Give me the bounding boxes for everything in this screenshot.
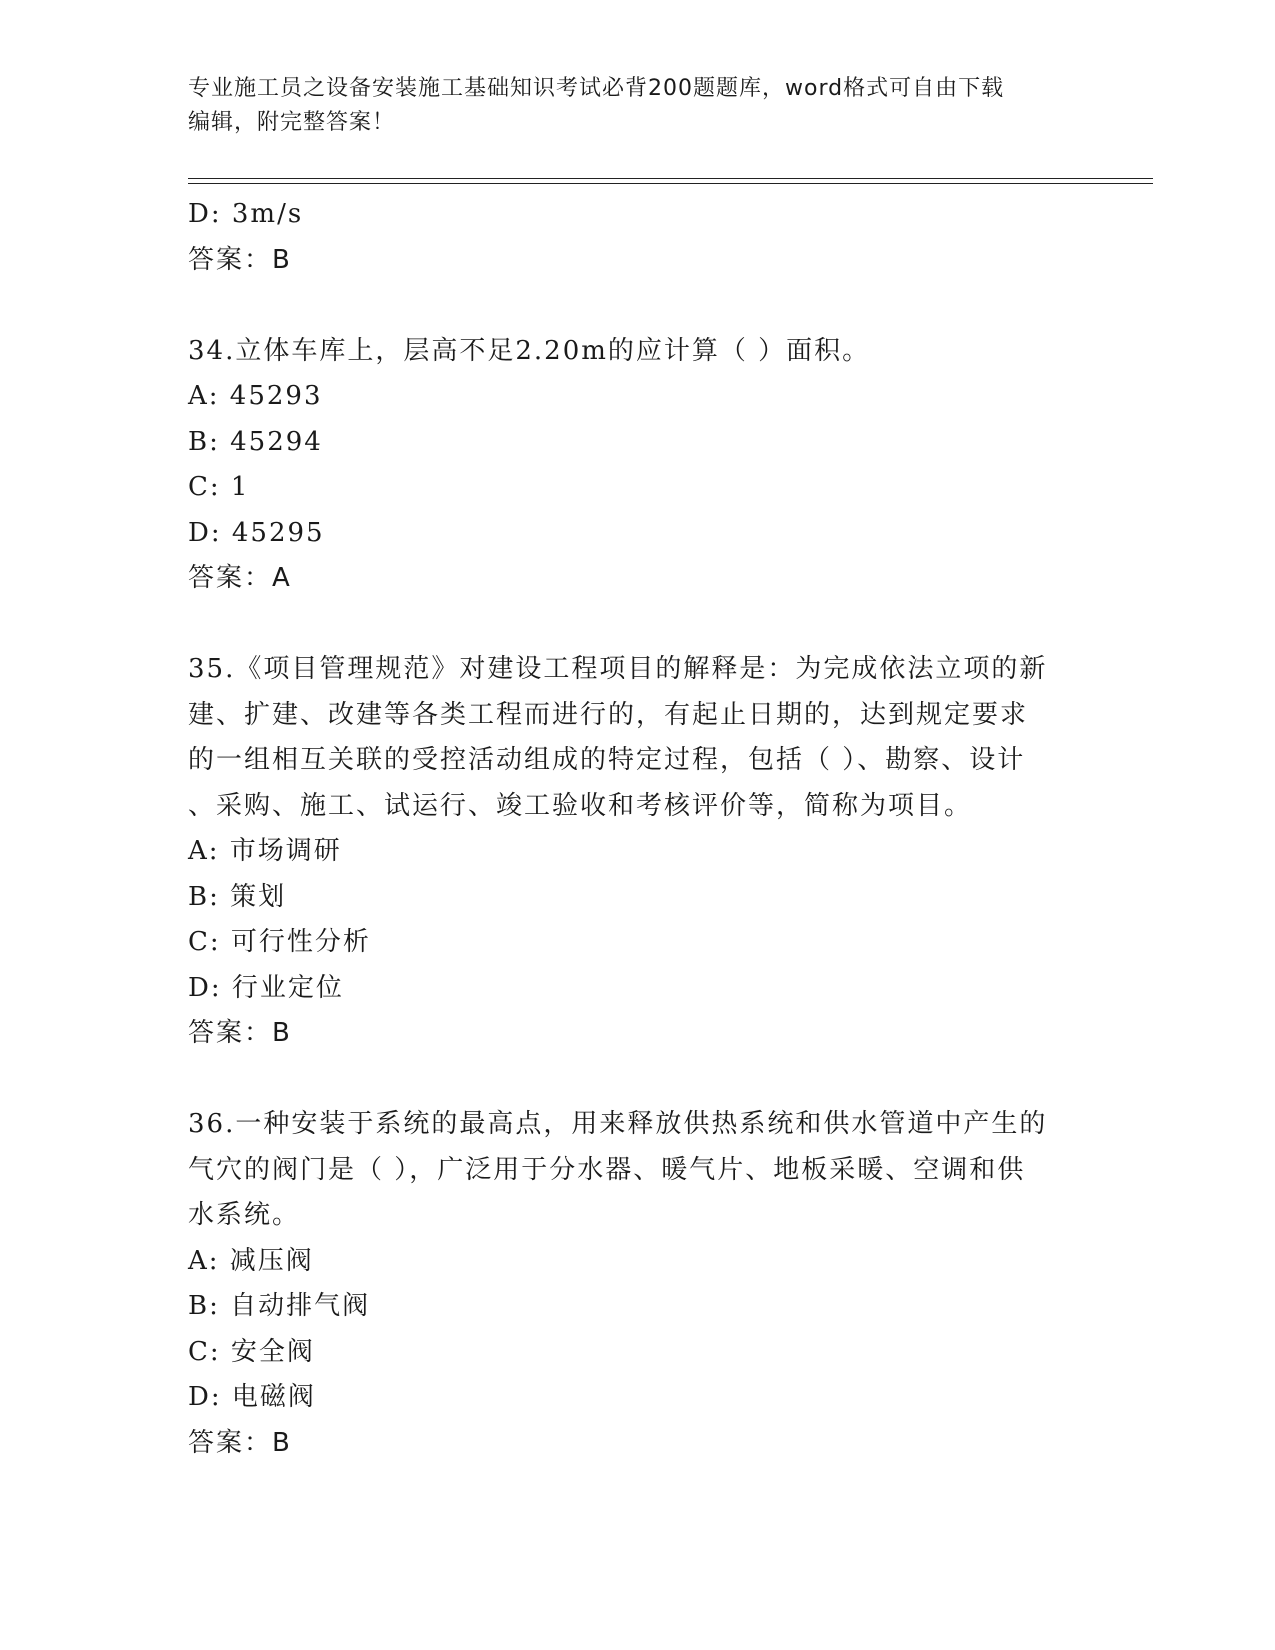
- option-b: B: 自动排气阀: [188, 1291, 371, 1321]
- document-header: [188, 72, 1088, 140]
- spacer: [188, 283, 1088, 329]
- option-c: C: 可行性分析: [188, 927, 371, 957]
- option-d: D: 45295: [188, 517, 325, 548]
- question-35: [188, 647, 1088, 1057]
- spacer: [188, 1057, 1088, 1103]
- header-divider-bottom: [188, 183, 1153, 184]
- option-d: D: 行业定位: [188, 972, 344, 1003]
- option-b: B: 策划: [188, 881, 287, 912]
- question-stem-line: 35.《项目管理规范》对建设工程项目的解释是：为完成依法立项的新: [188, 654, 1048, 684]
- question-stem-line: 的一组相互关联的受控活动组成的特定过程，包括（ ）、勘察、设计: [188, 745, 1026, 775]
- question-stem-line: 建、扩建、改建等各类工程而进行的，有起止日期的，达到规定要求: [188, 699, 1029, 730]
- answer-line: 答案：B: [188, 1018, 292, 1048]
- header-title-line-2: 编辑，附完整答案！: [188, 110, 396, 135]
- option-a: A: 减压阀: [188, 1245, 314, 1276]
- option-d: D: 3m/s: [188, 199, 304, 229]
- option-a: A: 市场调研: [188, 836, 342, 866]
- option-c: C: 安全阀: [188, 1336, 315, 1367]
- option-c: C: 1: [188, 472, 250, 502]
- question-stem-line: 气穴的阀门是（ ），广泛用于分水器、暖气片、地板采暖、空调和供: [188, 1154, 1026, 1185]
- header-divider-top: [188, 178, 1153, 179]
- header-title-line-1: 专业施工员之设备安装施工基础知识考试必背200题题库，word格式可自由下载: [188, 76, 1005, 101]
- spacer: [188, 602, 1088, 648]
- answer-line: 答案：B: [188, 244, 292, 275]
- option-d: D: 电磁阀: [188, 1382, 316, 1412]
- option-b: B: 45294: [188, 426, 323, 457]
- answer-line: 答案：B: [188, 1427, 292, 1458]
- answer-line: 答案：A: [188, 563, 292, 593]
- question-stem-line: 水系统。: [188, 1200, 301, 1230]
- question-33-tail: [188, 192, 1088, 283]
- question-stem-line: 36.一种安装于系统的最高点，用来释放供热系统和供水管道中产生的: [188, 1109, 1048, 1139]
- question-34: [188, 329, 1088, 602]
- question-stem: 34.立体车库上，层高不足2.20m的应计算（ ）面积。: [188, 335, 871, 366]
- question-stem-line: 、采购、施工、试运行、竣工验收和考核评价等，简称为项目。: [188, 790, 973, 821]
- question-list: [188, 192, 1088, 1466]
- option-a: A: 45293: [188, 381, 323, 411]
- question-36: [188, 1102, 1088, 1466]
